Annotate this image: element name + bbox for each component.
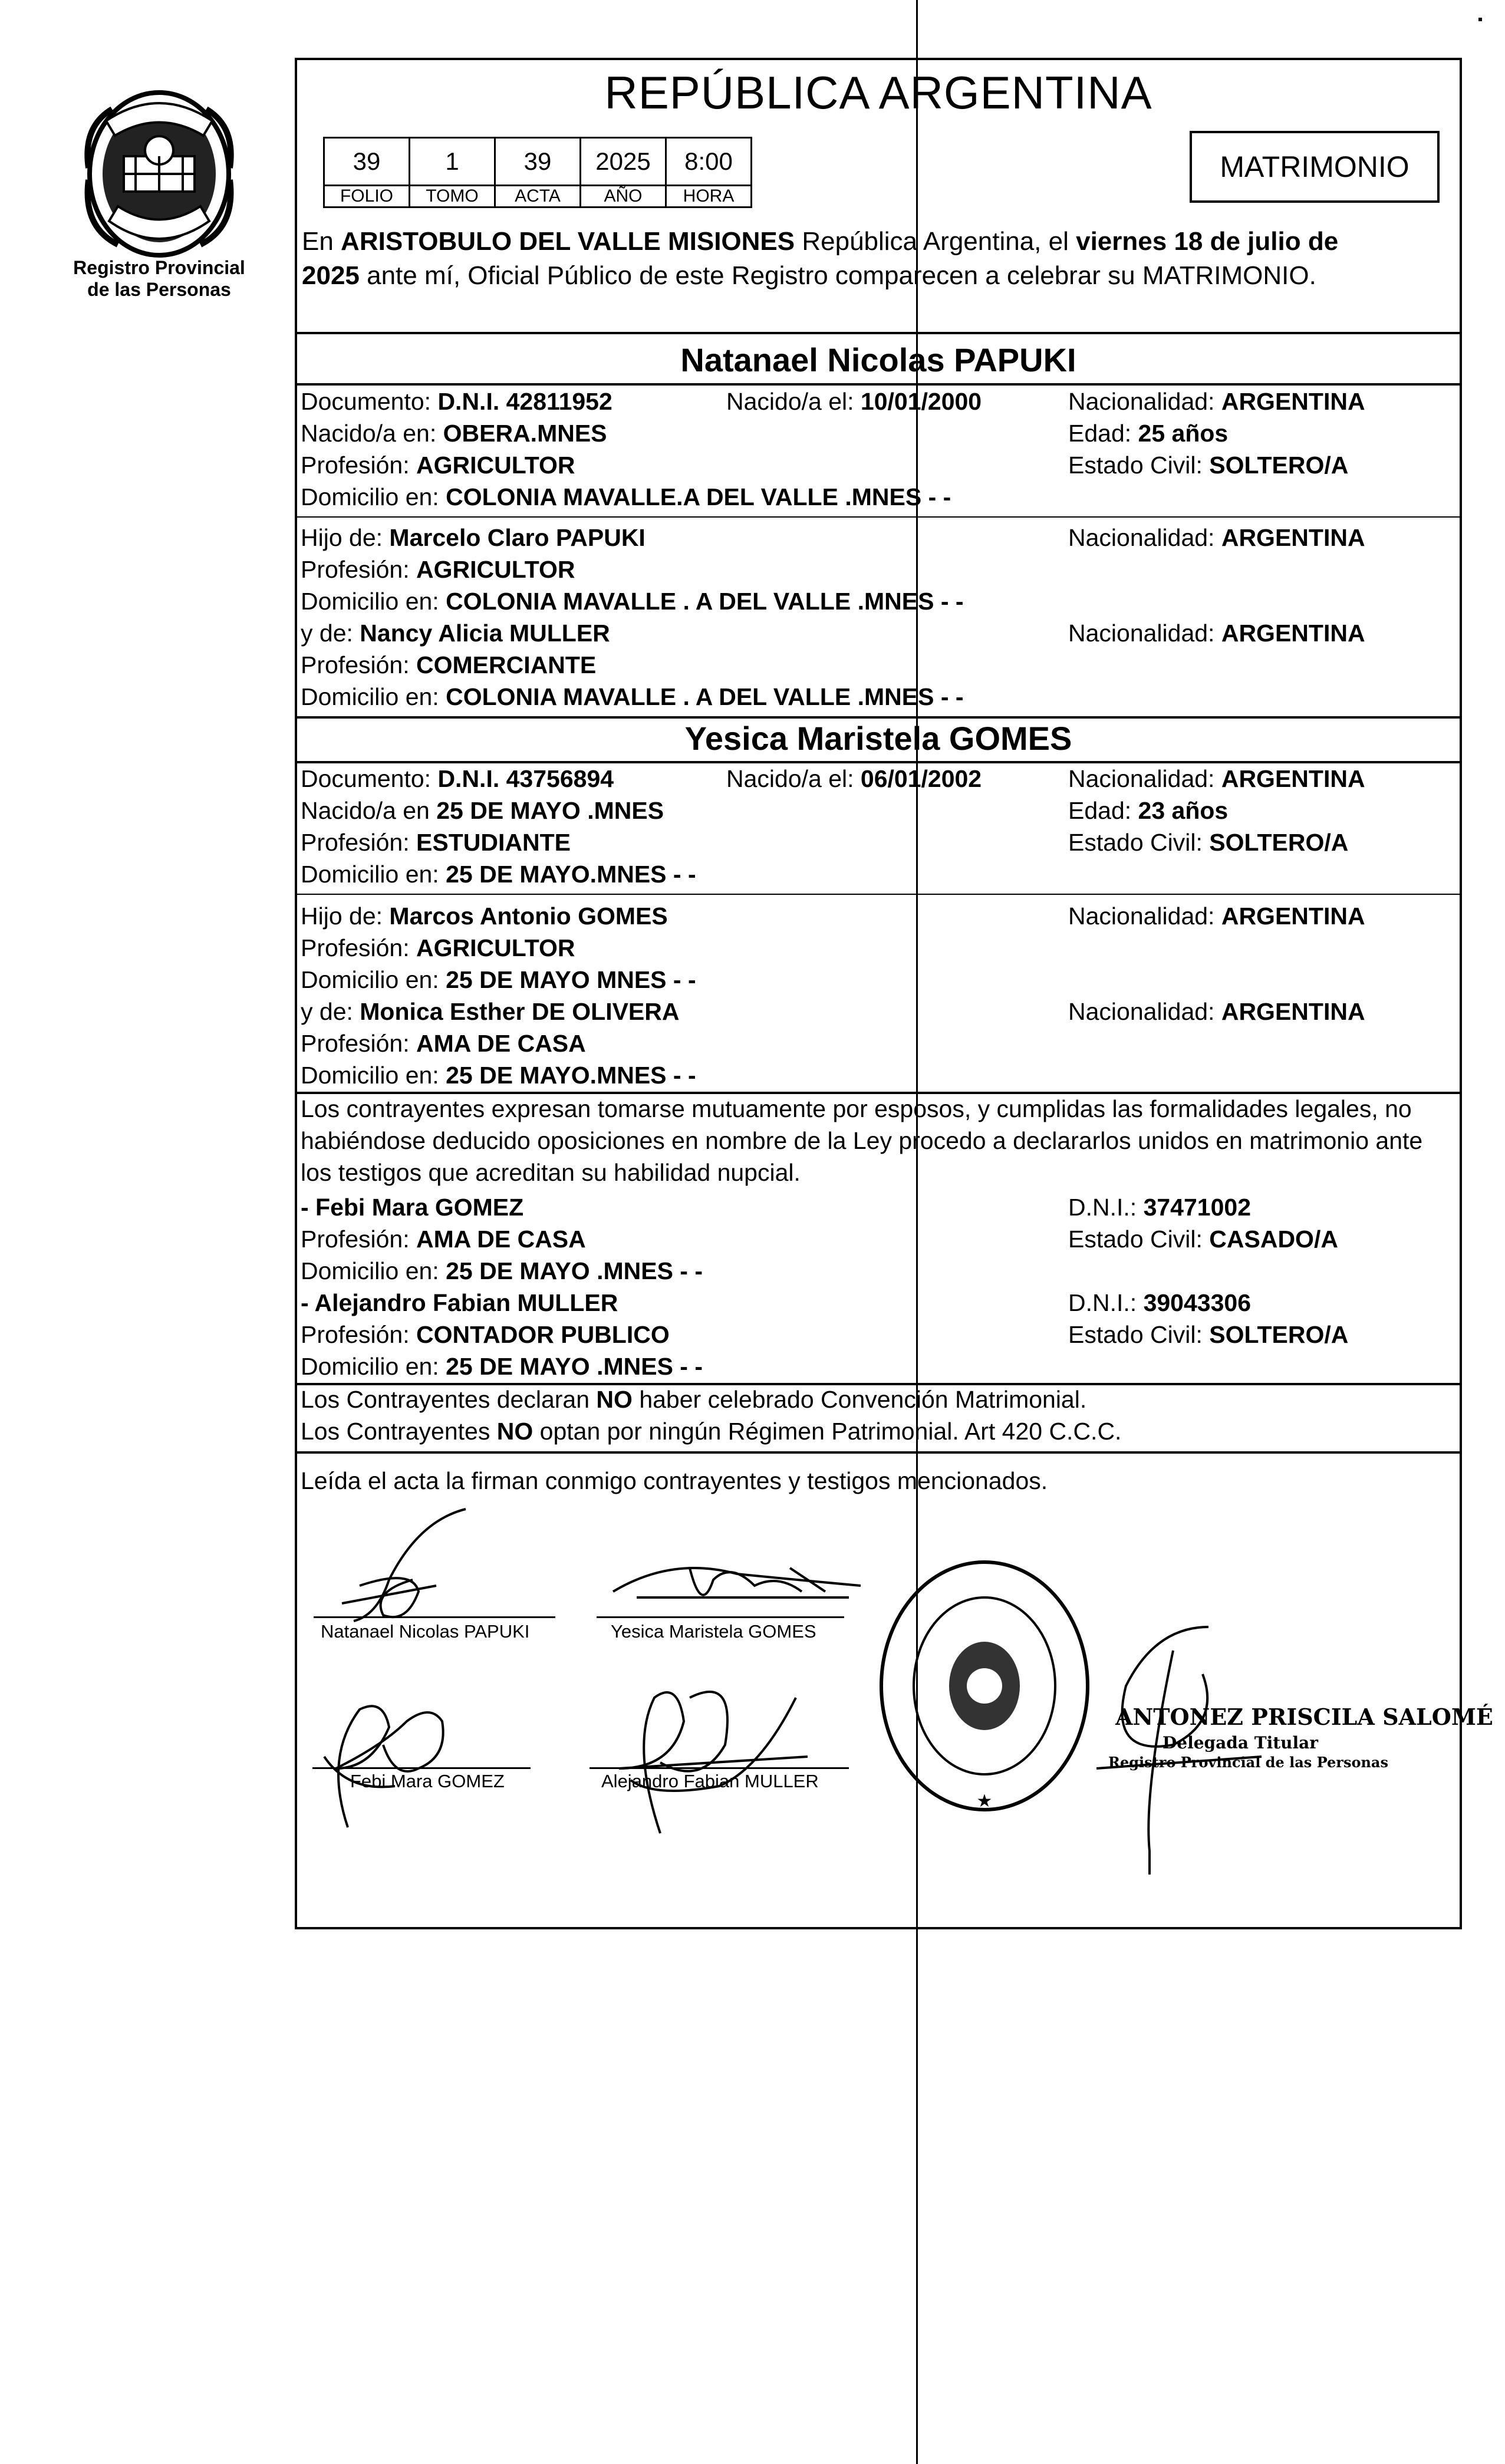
witness2-civil-status: Estado Civil: SOLTERO/A (1068, 1321, 1349, 1348)
spouse2-nationality: Nacionalidad: ARGENTINA (1068, 765, 1365, 792)
page-title: REPÚBLICA ARGENTINA (604, 67, 1152, 118)
provincial-coat-of-arms-logo (77, 85, 242, 262)
spouse2-birthplace: Nacido/a en 25 DE MAYO .MNES (301, 797, 664, 824)
divider (295, 716, 1462, 719)
spouse2-father: Hijo de: Marcos Antonio GOMES (301, 902, 668, 930)
organization-name-line1: Registro Provincial (73, 257, 245, 278)
act-reference-table (323, 137, 752, 208)
signature-line (590, 1767, 849, 1769)
spouse2-mother-address: Domicilio en: 25 DE MAYO.MNES - - (301, 1062, 696, 1089)
divider-thin (295, 894, 1462, 895)
witness1-address: Domicilio en: 25 DE MAYO .MNES - - (301, 1257, 703, 1284)
witness2-name: - Alejandro Fabian MULLER (301, 1289, 618, 1316)
reading-statement: Leída el acta la firman conmigo contrayentes y testigos mencionados. (301, 1467, 1048, 1494)
witness2-profession: Profesión: CONTADOR PUBLICO (301, 1321, 670, 1348)
spouse1-mother: y de: Nancy Alicia MULLER (301, 620, 610, 647)
hour-label: HORA (666, 186, 752, 207)
witness2-dni: D.N.I.: 39043306 (1068, 1289, 1251, 1316)
divider (295, 761, 1462, 763)
spouse2-age: Edad: 23 años (1068, 797, 1229, 824)
official-name: ANTONEZ PRISCILA SALOMÉ (1115, 1704, 1493, 1730)
spouse2-address: Domicilio en: 25 DE MAYO.MNES - - (301, 861, 696, 888)
folio-label: FOLIO (324, 186, 410, 207)
spouse2-father-nationality: Nacionalidad: ARGENTINA (1068, 902, 1365, 930)
spouse1-age: Edad: 25 años (1068, 420, 1229, 447)
spouse2-signature-label: Yesica Maristela GOMES (611, 1621, 816, 1642)
witness1-signature (312, 1686, 477, 1839)
year-value: 2025 (581, 138, 666, 186)
official-organization: Registro Provincial de las Personas (1108, 1754, 1388, 1771)
act-type-badge: MATRIMONIO (1190, 131, 1440, 203)
witness1-signature-label: Febi Mara GOMEZ (350, 1771, 505, 1791)
divider (295, 332, 1462, 334)
spouse1-mother-address: Domicilio en: COLONIA MAVALLE . A DEL VALLE .MNES - - (301, 683, 964, 710)
spouse1-name: Natanael Nicolas PAPUKI (680, 341, 1076, 378)
declaration-line3: los testigos que acreditan su habilidad nupcial. (301, 1159, 801, 1186)
witness1-name: - Febi Mara GOMEZ (301, 1194, 524, 1221)
spouse2-civil-status: Estado Civil: SOLTERO/A (1068, 829, 1349, 856)
spouse1-mother-profession: Profesión: COMERCIANTE (301, 651, 597, 678)
year-label: AÑO (581, 186, 666, 207)
witness2-address: Domicilio en: 25 DE MAYO .MNES - - (301, 1353, 703, 1380)
spouse2-signature (601, 1544, 872, 1627)
spouse2-profession: Profesión: ESTUDIANTE (301, 829, 571, 856)
spouse1-father: Hijo de: Marcelo Claro PAPUKI (301, 524, 646, 551)
official-role: Delegada Titular (1162, 1733, 1319, 1753)
convention-line2: Los Contrayentes NO optan por ningún Régimen Patrimonial. Art 420 C.C.C. (301, 1418, 1122, 1445)
tomo-value: 1 (410, 138, 495, 186)
spouse1-mother-nationality: Nacionalidad: ARGENTINA (1068, 620, 1365, 647)
spouse1-father-nationality: Nacionalidad: ARGENTINA (1068, 524, 1365, 551)
witness1-profession: Profesión: AMA DE CASA (301, 1226, 586, 1253)
organization-name-line2: de las Personas (87, 279, 231, 300)
declaration-line1: Los contrayentes expresan tomarse mutuamente por esposos, y cumplidas las formalidades legales, no (301, 1095, 1412, 1122)
spouse2-mother: y de: Monica Esther DE OLIVERA (301, 998, 680, 1025)
spouse1-father-profession: Profesión: AGRICULTOR (301, 556, 575, 583)
signature-line (312, 1767, 531, 1769)
declaration-line2: habiéndose deducido oposiciones en nombre de la Ley procedo a declararlos unidos en matrimonio ante (301, 1127, 1423, 1154)
witness2-signature-label: Alejandro Fabian MULLER (601, 1771, 819, 1791)
intro-line2: 2025 ante mí, Oficial Público de este Registro comparecen a celebrar su MATRIMONIO. (302, 261, 1316, 290)
signature-line (597, 1616, 844, 1618)
convention-line1: Los Contrayentes declaran NO haber celebrado Convención Matrimonial. (301, 1386, 1087, 1413)
spouse1-profession: Profesión: AGRICULTOR (301, 452, 575, 479)
divider (295, 1451, 1462, 1454)
divider (295, 1092, 1462, 1094)
witness1-civil-status: Estado Civil: CASADO/A (1068, 1226, 1338, 1253)
divider-thin (295, 516, 1462, 518)
spouse2-mother-profession: Profesión: AMA DE CASA (301, 1030, 586, 1057)
spouse2-mother-nationality: Nacionalidad: ARGENTINA (1068, 998, 1365, 1025)
spouse1-father-address: Domicilio en: COLONIA MAVALLE . A DEL VALLE .MNES - - (301, 588, 964, 615)
signature-line (314, 1616, 555, 1618)
spouse2-document: Documento: D.N.I. 43756894 (301, 765, 614, 792)
corner-mark (1478, 18, 1482, 21)
svg-text:★: ★ (976, 1791, 993, 1811)
acta-value: 39 (495, 138, 581, 186)
tomo-label: TOMO (410, 186, 495, 207)
intro-line1: En ARISTOBULO DEL VALLE MISIONES República Argentina, el viernes 18 de julio de (302, 227, 1339, 256)
spouse1-signature-label: Natanael Nicolas PAPUKI (321, 1621, 530, 1642)
spouse1-address: Domicilio en: COLONIA MAVALLE.A DEL VALLE .MNES - - (301, 483, 951, 510)
registry-delegation-stamp (872, 1556, 1096, 1816)
spouse1-civil-status: Estado Civil: SOLTERO/A (1068, 452, 1349, 479)
folio-value: 39 (324, 138, 410, 186)
spouse2-father-address: Domicilio en: 25 DE MAYO MNES - - (301, 966, 696, 993)
spouse1-birthdate: Nacido/a el: 10/01/2000 (726, 388, 982, 415)
witness1-dni: D.N.I.: 37471002 (1068, 1194, 1251, 1221)
spouse1-birthplace: Nacido/a en: OBERA.MNES (301, 420, 607, 447)
divider (295, 383, 1462, 386)
spouse2-birthdate: Nacido/a el: 06/01/2002 (726, 765, 982, 792)
spouse2-name: Yesica Maristela GOMES (684, 720, 1072, 757)
spouse2-father-profession: Profesión: AGRICULTOR (301, 934, 575, 961)
witness2-signature (584, 1674, 819, 1839)
hour-value: 8:00 (666, 138, 752, 186)
spouse1-document: Documento: D.N.I. 42811952 (301, 388, 612, 415)
acta-label: ACTA (495, 186, 581, 207)
spouse1-nationality: Nacionalidad: ARGENTINA (1068, 388, 1365, 415)
